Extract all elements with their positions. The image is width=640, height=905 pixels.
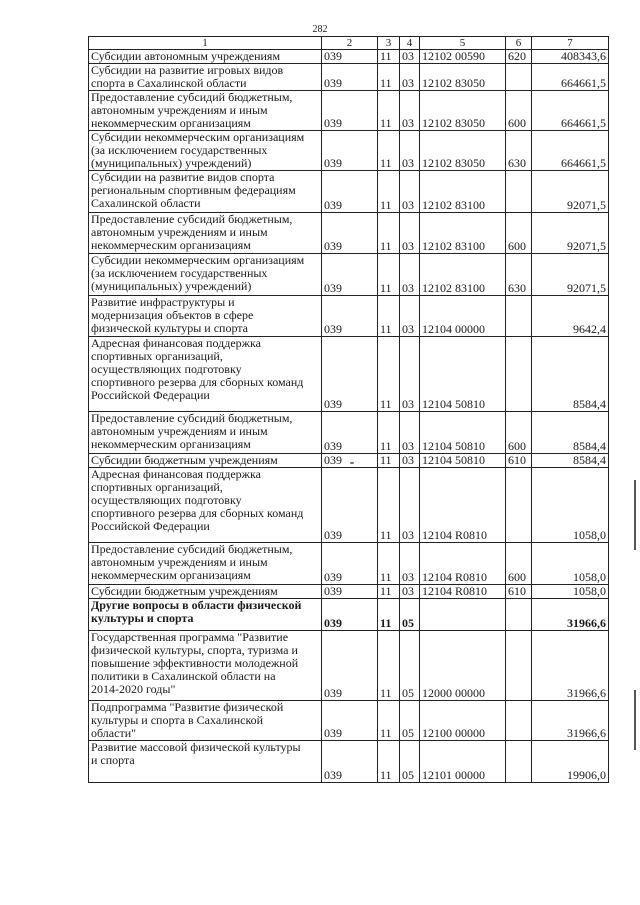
- row-target-cell: 12102 83100: [420, 254, 506, 296]
- column-header: 5: [420, 37, 506, 50]
- row-subsection-cell: 03: [400, 454, 420, 468]
- row-amount-cell: 9642,4: [532, 296, 609, 337]
- column-header: 6: [506, 37, 532, 50]
- row-code-cell: 039: [322, 254, 378, 296]
- table-row: [89, 91, 609, 131]
- row-name-cell: Субсидии бюджетным учреждениям: [89, 454, 322, 468]
- row-expense-type-cell: 600: [506, 543, 532, 585]
- row-code-cell: 039: [322, 171, 378, 213]
- table-row: [89, 543, 609, 585]
- row-subsection-cell: 03: [400, 585, 420, 599]
- row-code-cell: 039: [322, 50, 378, 64]
- table-row: [89, 131, 609, 171]
- row-expense-type-cell: [506, 701, 532, 741]
- row-amount-cell: 31966,6: [532, 701, 609, 741]
- row-amount-cell: 408343,6: [532, 50, 609, 64]
- table-row: [89, 585, 609, 599]
- row-code-cell: 039: [322, 454, 378, 468]
- row-subsection-cell: 03: [400, 254, 420, 296]
- row-name-cell: Субсидии некоммерческим организациям (за исключением государственных (муниципальных) учреждений): [89, 254, 322, 296]
- row-target-cell: 12104 00000: [420, 296, 506, 337]
- row-code-cell: 039: [322, 585, 378, 599]
- row-name-cell: Субсидии на развитие игровых видов спорта в Сахалинской области: [89, 64, 322, 91]
- row-subsection-cell: 03: [400, 171, 420, 213]
- table-row: [89, 213, 609, 254]
- budget-table: [88, 36, 609, 783]
- row-expense-type-cell: [506, 599, 532, 631]
- row-amount-cell: 664661,5: [532, 131, 609, 171]
- table-row: [89, 701, 609, 741]
- row-section-cell: 11: [378, 585, 400, 599]
- column-header: 1: [89, 37, 322, 50]
- table-row: [89, 296, 609, 337]
- row-target-cell: 12102 83100: [420, 213, 506, 254]
- row-section-cell: 11: [378, 91, 400, 131]
- row-amount-cell: 19906,0: [532, 741, 609, 783]
- scan-edge-mark: [634, 480, 636, 550]
- row-section-cell: 11: [378, 543, 400, 585]
- row-code-cell: 039: [322, 701, 378, 741]
- row-code-cell: 039: [322, 412, 378, 454]
- row-expense-type-cell: [506, 337, 532, 412]
- row-target-cell: 12104 R0810: [420, 585, 506, 599]
- row-target-cell: 12101 00000: [420, 741, 506, 783]
- row-code-cell: 039: [322, 91, 378, 131]
- row-subsection-cell: 05: [400, 741, 420, 783]
- row-name-cell: Развитие массовой физической культуры и спорта: [89, 741, 322, 783]
- row-expense-type-cell: 610: [506, 585, 532, 599]
- table-row: [89, 454, 609, 468]
- row-code-cell: 039: [322, 64, 378, 91]
- row-section-cell: 11: [378, 741, 400, 783]
- row-amount-cell: 92071,5: [532, 213, 609, 254]
- column-header: 3: [378, 37, 400, 50]
- row-name-cell: Предоставление субсидий бюджетным, автономным учреждениям и иным некоммерческим организациям: [89, 91, 322, 131]
- row-name-cell: Субсидии автономным учреждениям: [89, 50, 322, 64]
- row-amount-cell: 1058,0: [532, 468, 609, 543]
- row-name-cell: Адресная финансовая поддержка спортивных организаций, осуществляющих подготовку спортивного резерва для сборных команд Российской Федерации: [89, 468, 322, 543]
- row-target-cell: 12104 50810: [420, 412, 506, 454]
- row-target-cell: 12104 R0810: [420, 543, 506, 585]
- row-section-cell: 11: [378, 131, 400, 171]
- column-header: 7: [532, 37, 609, 50]
- table-row: [89, 468, 609, 543]
- row-expense-type-cell: 600: [506, 412, 532, 454]
- row-target-cell: 12000 00000: [420, 631, 506, 701]
- row-amount-cell: 1058,0: [532, 543, 609, 585]
- row-target-cell: 12102 83100: [420, 171, 506, 213]
- row-code-cell: 039: [322, 213, 378, 254]
- row-subsection-cell: 03: [400, 337, 420, 412]
- row-section-cell: 11: [378, 468, 400, 543]
- row-section-cell: 11: [378, 412, 400, 454]
- row-name-cell: Субсидии некоммерческим организациям (за исключением государственных (муниципальных) учреждений): [89, 131, 322, 171]
- row-subsection-cell: 03: [400, 64, 420, 91]
- row-section-cell: 11: [378, 337, 400, 412]
- row-code-cell: 039: [322, 296, 378, 337]
- table-row: [89, 599, 609, 631]
- row-expense-type-cell: [506, 64, 532, 91]
- row-section-cell: 11: [378, 631, 400, 701]
- row-expense-type-cell: 630: [506, 131, 532, 171]
- row-code-cell: 039: [322, 131, 378, 171]
- row-amount-cell: 31966,6: [532, 631, 609, 701]
- row-code-cell: 039: [322, 631, 378, 701]
- row-target-cell: 12102 83050: [420, 64, 506, 91]
- row-amount-cell: 8584,4: [532, 337, 609, 412]
- row-expense-type-cell: 600: [506, 91, 532, 131]
- row-name-cell: Субсидии на развитие видов спорта региональным спортивным федерациям Сахалинской области: [89, 171, 322, 213]
- row-section-cell: 11: [378, 701, 400, 741]
- row-name-cell: Подпрограмма "Развитие физической культуры и спорта в Сахалинской области": [89, 701, 322, 741]
- row-expense-type-cell: 610: [506, 454, 532, 468]
- row-amount-cell: 8584,4: [532, 412, 609, 454]
- row-name-cell: Предоставление субсидий бюджетным, автономным учреждениям и иным некоммерческим организациям: [89, 543, 322, 585]
- row-section-cell: 11: [378, 599, 400, 631]
- row-amount-cell: 92071,5: [532, 171, 609, 213]
- scan-speck: [350, 462, 354, 464]
- row-subsection-cell: 03: [400, 91, 420, 131]
- row-name-cell: Другие вопросы в области физической культуры и спорта: [89, 599, 322, 631]
- row-section-cell: 11: [378, 50, 400, 64]
- row-expense-type-cell: 630: [506, 254, 532, 296]
- row-name-cell: Предоставление субсидий бюджетным, автономным учреждениям и иным некоммерческим организациям: [89, 213, 322, 254]
- row-expense-type-cell: 620: [506, 50, 532, 64]
- row-subsection-cell: 03: [400, 213, 420, 254]
- row-code-cell: 039: [322, 599, 378, 631]
- row-expense-type-cell: [506, 296, 532, 337]
- row-amount-cell: 31966,6: [532, 599, 609, 631]
- page-number: 282: [312, 24, 328, 35]
- row-code-cell: 039: [322, 468, 378, 543]
- row-subsection-cell: 05: [400, 701, 420, 741]
- row-name-cell: Адресная финансовая поддержка спортивных организаций, осуществляющих подготовку спортивного резерва для сборных команд Российской Федерации: [89, 337, 322, 412]
- row-amount-cell: 664661,5: [532, 64, 609, 91]
- table-row: [89, 254, 609, 296]
- row-section-cell: 11: [378, 213, 400, 254]
- row-target-cell: 12104 R0810: [420, 468, 506, 543]
- table-row: [89, 337, 609, 412]
- row-section-cell: 11: [378, 254, 400, 296]
- table-row: [89, 171, 609, 213]
- row-code-cell: 039: [322, 741, 378, 783]
- table-row: [89, 50, 609, 64]
- row-name-cell: Развитие инфраструктуры и модернизация объектов в сфере физической культуры и спорта: [89, 296, 322, 337]
- row-target-cell: 12100 00000: [420, 701, 506, 741]
- row-target-cell: 12102 83050: [420, 131, 506, 171]
- table-row: [89, 64, 609, 91]
- row-amount-cell: 1058,0: [532, 585, 609, 599]
- row-code-cell: 039: [322, 543, 378, 585]
- row-target-cell: 12104 50810: [420, 454, 506, 468]
- row-subsection-cell: 03: [400, 296, 420, 337]
- row-expense-type-cell: [506, 631, 532, 701]
- column-header: 2: [322, 37, 378, 50]
- table-row: [89, 412, 609, 454]
- row-subsection-cell: 05: [400, 631, 420, 701]
- row-name-cell: Предоставление субсидий бюджетным, автономным учреждениям и иным некоммерческим организациям: [89, 412, 322, 454]
- row-section-cell: 11: [378, 171, 400, 213]
- row-subsection-cell: 03: [400, 468, 420, 543]
- row-amount-cell: 92071,5: [532, 254, 609, 296]
- column-header-row: [89, 37, 609, 50]
- row-expense-type-cell: [506, 171, 532, 213]
- column-header: 4: [400, 37, 420, 50]
- row-target-cell: 12102 00590: [420, 50, 506, 64]
- row-subsection-cell: 05: [400, 599, 420, 631]
- row-expense-type-cell: [506, 741, 532, 783]
- row-section-cell: 11: [378, 296, 400, 337]
- row-target-cell: 12102 83050: [420, 91, 506, 131]
- row-subsection-cell: 03: [400, 50, 420, 64]
- row-target-cell: 12104 50810: [420, 337, 506, 412]
- row-subsection-cell: 03: [400, 412, 420, 454]
- row-amount-cell: 664661,5: [532, 91, 609, 131]
- row-section-cell: 11: [378, 64, 400, 91]
- table-row: [89, 741, 609, 783]
- row-target-cell: [420, 599, 506, 631]
- row-code-cell: 039: [322, 337, 378, 412]
- row-section-cell: 11: [378, 454, 400, 468]
- table-row: [89, 631, 609, 701]
- scan-edge-mark: [634, 690, 636, 750]
- row-subsection-cell: 03: [400, 543, 420, 585]
- row-name-cell: Государственная программа "Развитие физической культуры, спорта, туризма и повышение эффективности молодежной политики в Сахалинской области на 2014-2020 годы": [89, 631, 322, 701]
- row-expense-type-cell: 600: [506, 213, 532, 254]
- row-expense-type-cell: [506, 468, 532, 543]
- row-subsection-cell: 03: [400, 131, 420, 171]
- row-name-cell: Субсидии бюджетным учреждениям: [89, 585, 322, 599]
- row-amount-cell: 8584,4: [532, 454, 609, 468]
